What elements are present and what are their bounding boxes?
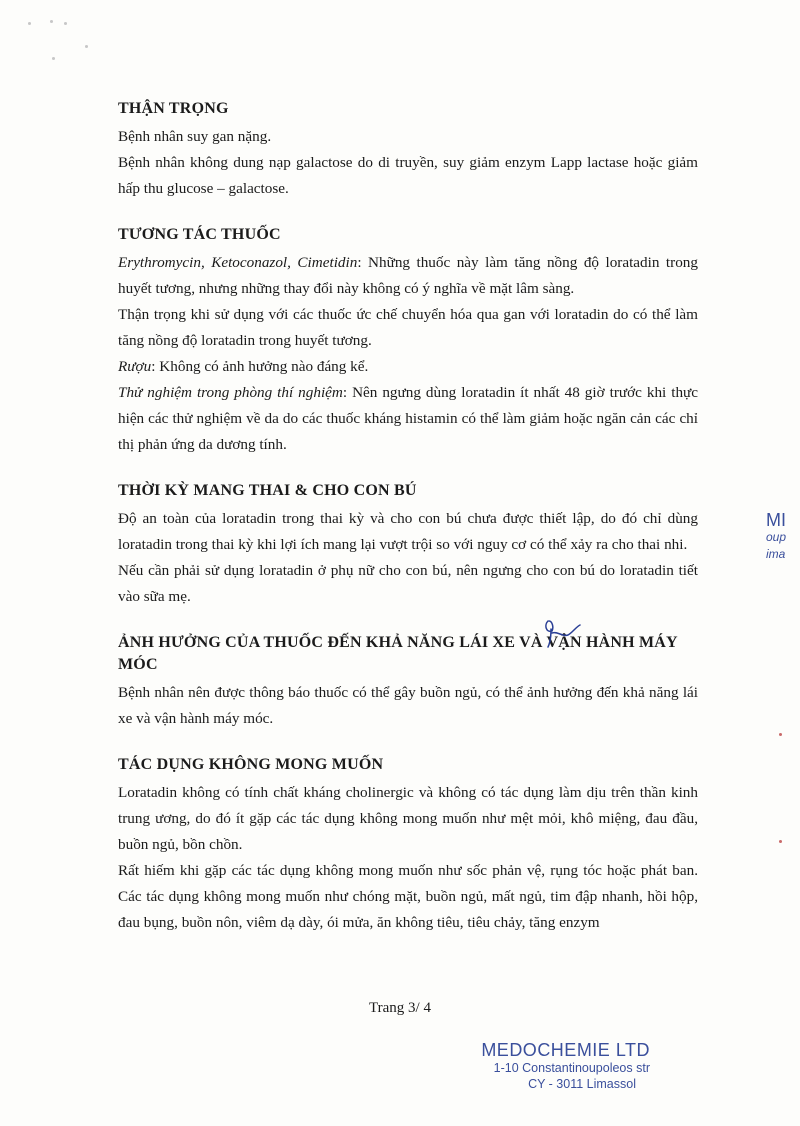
paragraph: Nếu cần phải sử dụng loratadin ở phụ nữ cho con bú, nên ngưng cho con bú do loratadin tiết vào sữa mẹ. xyxy=(118,562,698,605)
section-tuong-tac-thuoc xyxy=(118,224,698,458)
stamp-city: CY - 3011 Limassol xyxy=(528,1077,636,1091)
scan-speck xyxy=(28,22,31,25)
stamp-address: 1-10 Constantinoupoleos str xyxy=(493,1061,650,1075)
paragraph: Bệnh nhân nên được thông báo thuốc có thể gây buồn ngủ, có thể ảnh hưởng đến khả năng lái xe và vận hành máy móc. xyxy=(118,684,698,727)
section-thai-ky xyxy=(118,480,698,610)
stamp-company: MEDOCHEMIE LTD xyxy=(481,1040,650,1060)
handwritten-signature xyxy=(540,615,584,656)
section-heading: TÁC DỤNG KHÔNG MONG MUỐN xyxy=(118,756,384,773)
company-stamp xyxy=(480,1040,650,1092)
scan-speck xyxy=(779,733,782,736)
paragraph: Thử nghiệm trong phòng thí nghiệm: Nên ngưng dùng loratadin ít nhất 48 giờ trước khi thực hiện các thử nghiệm về da do các thuốc kháng histamin có thể làm giảm hoặc ngăn cản các chỉ thị phản ứng da dương tính. xyxy=(118,384,699,453)
scan-speck xyxy=(779,840,782,843)
paragraph: Độ an toàn của loratadin trong thai kỳ và cho con bú chưa được thiết lập, do đó chỉ dùng loratadin trong thai kỳ khi lợi ích mang lại vượt trội so với nguy cơ có thể xảy ra cho thai nhi. xyxy=(118,510,698,553)
section-than-trong xyxy=(118,98,698,202)
section-heading: THỜI KỲ MANG THAI & CHO CON BÚ xyxy=(118,482,417,499)
paragraph: Bệnh nhân suy gan nặng. xyxy=(118,128,272,145)
section-heading: THẬN TRỌNG xyxy=(118,100,229,117)
paragraph: Loratadin không có tính chất kháng cholinergic và không có tác dụng làm dịu trên thần kinh trung ương, do đó ít gặp các tác dụng không mong muốn như mệt mỏi, khô miệng, đau đầu, buồn ngủ, bồn chồn. xyxy=(118,784,698,853)
scan-speck xyxy=(64,22,67,25)
paragraph: Rất hiếm khi gặp các tác dụng không mong muốn như sốc phản vệ, rụng tóc hoặc phát ban. Các tác dụng không mong muốn như chóng mặt, buồn ngủ, mất ngủ, tim đập nhanh, hồi hộp, đau bụng, buồn nôn, viêm dạ dày, ói mửa, ăn không tiêu, tiêu chảy, tăng enzym xyxy=(118,862,698,931)
scan-speck xyxy=(85,45,88,48)
paragraph: Bệnh nhân không dung nạp galactose do di truyền, suy giảm enzym Lapp lactase hoặc giảm hấp thu glucose – galactose. xyxy=(118,154,698,197)
section-heading: ẢNH HƯỞNG CỦA THUỐC ĐẾN KHẢ NĂNG LÁI XE VÀ VẬN HÀNH MÁY MÓC xyxy=(118,634,678,673)
scan-speck xyxy=(50,20,53,23)
document-body xyxy=(118,98,698,958)
paragraph: Erythromycin, Ketoconazol, Cimetidin: Những thuốc này làm tăng nồng độ loratadin trong huyết tương, nhưng những thay đổi này không có ý nghĩa về mặt lâm sàng. xyxy=(118,254,698,297)
paragraph: Thận trọng khi sử dụng với các thuốc ức chế chuyển hóa qua gan với loratadin do có thể làm tăng nồng độ loratadin trong huyết tương. xyxy=(118,306,698,349)
scan-speck xyxy=(52,57,55,60)
section-heading: TƯƠNG TÁC THUỐC xyxy=(118,226,281,243)
section-lai-xe xyxy=(118,632,698,732)
page-number: Trang 3/ 4 xyxy=(369,1000,431,1016)
paragraph: Rượu: Không có ảnh hưởng nào đáng kể. xyxy=(118,358,369,375)
section-tac-dung-khong-mong-muon xyxy=(118,754,698,936)
edge-stamp-fragment: MI oup ima xyxy=(766,510,787,561)
